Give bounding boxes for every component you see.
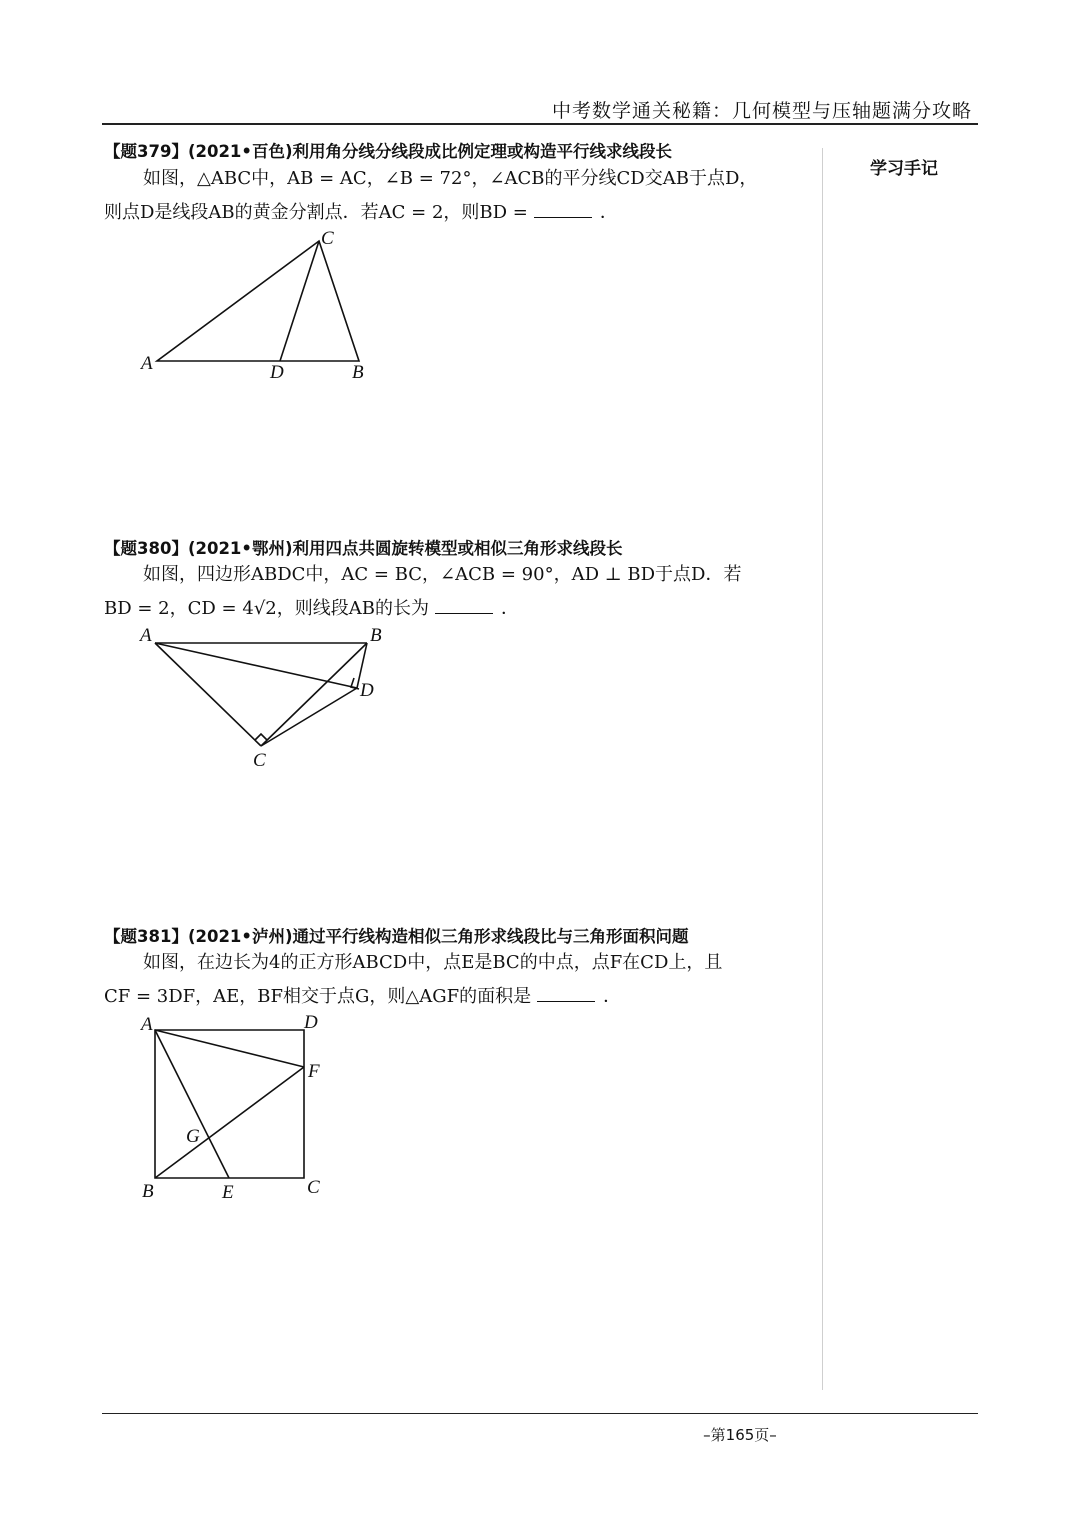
fig381-label-g: G	[186, 1126, 200, 1147]
fig380-label-b: B	[370, 625, 382, 646]
fig380-label-a: A	[140, 625, 152, 646]
fig381-label-b: B	[142, 1181, 154, 1202]
fig379-label-b: B	[352, 362, 364, 383]
triangle-abc	[157, 241, 359, 361]
segment-bc	[261, 643, 367, 746]
fig381-label-d: D	[304, 1012, 318, 1033]
figure-379	[139, 228, 364, 383]
figure-380	[138, 625, 382, 771]
fig381-label-a: A	[141, 1014, 153, 1035]
fig380-label-c: C	[253, 750, 266, 771]
question-379-line2-end: ．	[599, 202, 618, 223]
question-380-line2-text: BD = 2，CD = 4√2，则线段AB的长为	[104, 598, 429, 619]
fig381-label-e: E	[222, 1182, 234, 1203]
question-379-title: 【题379】(2021•百色)利用角分线分线段成比例定理或构造平行线求线段长	[104, 142, 672, 161]
question-381-title: 【题381】(2021•泸州)通过平行线构造相似三角形求线段比与三角形面积问题	[104, 927, 689, 946]
page-number: –第165页–	[703, 1426, 777, 1444]
question-381-line2-text: CF = 3DF，AE，BF相交于点G，则△AGF的面积是	[104, 986, 532, 1007]
segment-ae	[155, 1030, 229, 1178]
segment-ad	[155, 643, 357, 688]
question-379-line2-text: 则点D是线段AB的黄金分割点．若AC = 2，则BD =	[104, 202, 528, 223]
page-header-title: 中考数学通关秘籍：几何模型与压轴题满分攻略	[551, 100, 972, 122]
fig379-label-d: D	[270, 362, 284, 383]
fig380-label-d: D	[360, 680, 374, 701]
question-379-line1: 如图，△ABC中，AB = AC，∠B = 72°，∠ACB的平分线CD交AB于点D，	[143, 168, 758, 189]
segment-af	[155, 1030, 304, 1067]
fig381-label-c: C	[307, 1177, 320, 1198]
fig379-label-c: C	[321, 228, 334, 249]
fig381-label-f: F	[308, 1061, 320, 1082]
segment-cd	[280, 241, 319, 361]
question-380-title: 【题380】(2021•鄂州)利用四点共圆旋转模型或相似三角形求线段长	[104, 539, 623, 558]
question-380-line2-end: ．	[500, 598, 519, 619]
square-abcd	[155, 1030, 304, 1178]
fig379-label-a: A	[141, 353, 153, 374]
right-angle-mark-c	[255, 734, 267, 740]
question-381-line2-end: ．	[603, 986, 622, 1007]
segment-ac	[155, 643, 261, 746]
question-380-line1: 如图，四边形ABDC中，AC = BC，∠ACB = 90°，AD ⊥ BD于点D．若	[143, 564, 742, 585]
figure-381	[139, 1012, 320, 1203]
notes-label: 学习手记	[870, 159, 938, 179]
question-381-line1: 如图，在边长为4的正方形ABCD中，点E是BC的中点，点F在CD上，且	[143, 952, 723, 973]
segment-bf	[155, 1067, 304, 1178]
footer-divider	[102, 1413, 978, 1414]
segment-cd	[261, 688, 357, 746]
